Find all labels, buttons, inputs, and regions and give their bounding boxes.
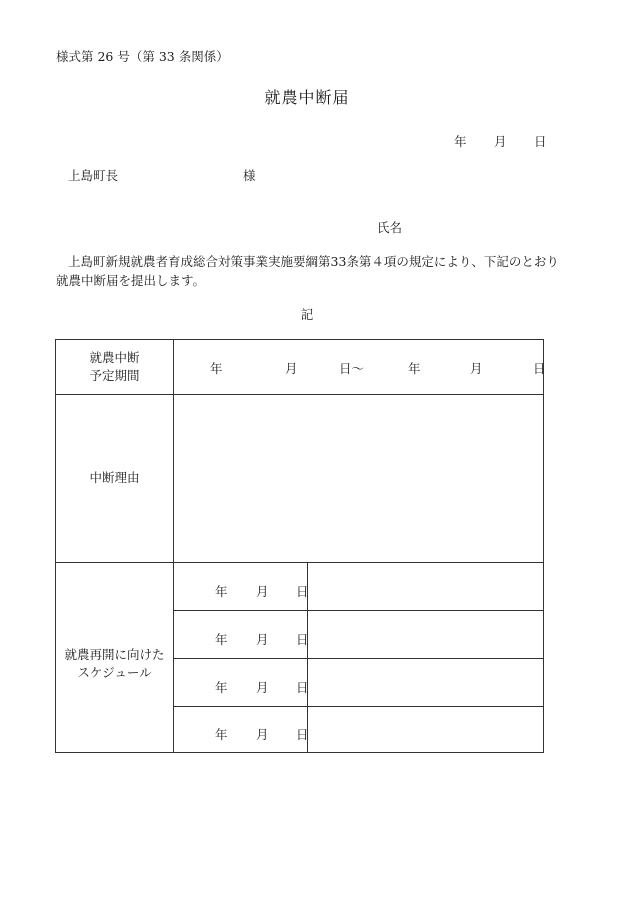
- ki-label: 記: [300, 307, 314, 322]
- period-label: [56, 349, 173, 385]
- reason-label: 中断理由: [89, 470, 140, 485]
- period-end-year: 年: [408, 361, 421, 376]
- schedule-row-2-day: 日: [296, 632, 309, 647]
- schedule-row-3-month: 月: [256, 680, 269, 695]
- period-start-month: 月: [285, 361, 298, 376]
- date-year-label: 年: [454, 134, 467, 149]
- body-text: 上島町新規就農者育成総合対策事業実施要綱第33条第４項の規定により、下記のとおり就農中断届を提出します。: [56, 254, 559, 288]
- applicant-name-label: 氏名: [377, 220, 403, 235]
- period-label-line1: 就農中断: [89, 350, 140, 365]
- reason-input-area[interactable]: [174, 395, 543, 562]
- schedule-row-3-day: 日: [296, 680, 309, 695]
- document-title: 就農中断届: [264, 88, 350, 107]
- schedule-row-2-content[interactable]: [308, 611, 543, 658]
- schedule-row-2-year: 年: [215, 632, 228, 647]
- schedule-row-2-month: 月: [256, 632, 269, 647]
- schedule-label-line1: 就農再開に向けた: [64, 647, 165, 662]
- schedule-row-4-content[interactable]: [308, 707, 543, 752]
- schedule-row-3-content[interactable]: [308, 659, 543, 706]
- schedule-label-line2: スケジュール: [77, 665, 152, 680]
- period-end-day: 日: [533, 361, 546, 376]
- addressee: 上島町長: [68, 168, 119, 183]
- period-end-month: 月: [470, 361, 483, 376]
- schedule-label: [56, 646, 173, 682]
- period-start-year: 年: [210, 361, 223, 376]
- date-month-label: 月: [494, 134, 507, 149]
- schedule-row-4-year: 年: [215, 727, 228, 742]
- period-label-line2: 予定期間: [89, 368, 140, 383]
- schedule-row-1-day: 日: [296, 584, 309, 599]
- period-start-day: 日～: [339, 361, 365, 376]
- schedule-row-1-year: 年: [215, 584, 228, 599]
- date-day-label: 日: [534, 134, 547, 149]
- schedule-row-1-month: 月: [256, 584, 269, 599]
- schedule-row-4-month: 月: [256, 727, 269, 742]
- form-number: 様式第 26 号（第 33 条関係）: [56, 49, 229, 64]
- schedule-row-4-day: 日: [296, 727, 309, 742]
- form-table: [55, 339, 544, 753]
- honorific: 様: [243, 168, 256, 183]
- schedule-row-1-content[interactable]: [308, 563, 543, 610]
- schedule-row-3-year: 年: [215, 680, 228, 695]
